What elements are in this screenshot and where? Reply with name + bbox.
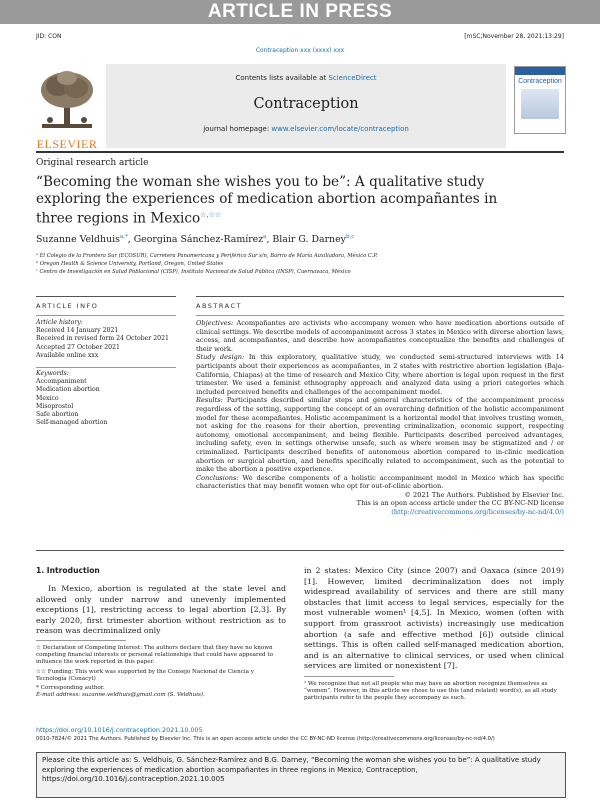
keyword: Mexico xyxy=(36,394,59,402)
author-1[interactable]: Suzanne Veldhuis xyxy=(36,234,120,246)
history-item: Accepted 27 October 2021 xyxy=(36,343,120,351)
publisher-name: ELSEVIER xyxy=(36,137,98,151)
article-in-press-banner: ARTICLE IN PRESS xyxy=(0,0,600,24)
license-line: This is an open access article under the CC BY-NC-ND license xyxy=(356,499,564,508)
history-label: Article history: xyxy=(36,319,83,326)
abstract-conclusions xyxy=(196,474,564,491)
results-text: Participants described similar steps and general characteristics of the accompaniment process regardless of the setting, supporting the concept of an overarching definition of the holistic accompaniment model for these acompañantes. Holistic accompaniment is a horizontal model that involves trusting women, not asking for the reasons for their abortion, preventing criminalization, economic support, respecting autonomy, emotional accompaniment, and being flexible. Participants described perceived advantages, including safety, even in settings otherwise unsafe, such as where women may be stigmatized and / or criminalized. Participants described benefits of autonomous abortion compared to in-clinic medication abortion or surgical abortion, and benefits specifically related to accompaniment, such as the potential to make the abortion a positive experience. xyxy=(196,396,564,474)
title-footnote-marks[interactable]: ☆,☆☆ xyxy=(200,211,222,219)
cover-title: Contraception xyxy=(518,78,562,85)
design-label: Study design: xyxy=(196,353,245,362)
footnote-right: ¹ We recognize that not all people who may have an abortion recognize themselves as “women”. However, in this article we chose to use this (and related) word(s), as all study participants refer to the people they accompany as such. xyxy=(304,681,557,702)
keyword: Self-managed abortion xyxy=(36,419,108,427)
citation-line[interactable]: Contraception xxx (xxxx) xxx xyxy=(255,47,345,54)
doi-link[interactable]: https://doi.org/10.1016/j.contraception.2021.10.005 xyxy=(36,726,203,734)
abstract-results xyxy=(196,396,564,473)
footnote-rule-right xyxy=(304,676,394,677)
elsevier-logo xyxy=(36,68,98,151)
copyright-line: © 2021 The Authors. Published by Elsevier Inc. xyxy=(404,490,564,499)
license-link[interactable]: (http://creativecommons.org/licenses/by-nc-nd/4.0/) xyxy=(391,508,564,517)
footnote-funding: ☆☆ Funding: This work was supported by the Consejo Nacional de Ciencia y Tecnología (Conacyt) xyxy=(36,668,254,682)
objectives-text: Acompañantes are activists who accompany women who have medication abortions outside of clinical settings. We describe models of accompaniment across 3 states in Mexico with diverse abortion laws, access, and acompañantes, and describe how acompañantes conceptualize the benefits and challenges of their work. xyxy=(196,319,564,353)
author-3[interactable]: Blair G. Darney xyxy=(272,234,346,246)
abstract-design xyxy=(196,353,564,396)
issn-license-line: 0010-7824/© 2021 The Authors. Published by Elsevier Inc. This is an open access article under the CC BY-NC-ND license (http://creativecommons.org/licenses/by-nc-nd/4.0/) xyxy=(36,736,495,742)
affiliation-b: ᵇ Oregon Health & Science University, Portland, Oregon, United States xyxy=(36,261,224,267)
keywords-rule xyxy=(36,367,176,368)
conclusions-text: We describe components of a holistic accompaniment model in Mexico which has specific characteristics that may benefit women who opt for out-of-clinic abortion. xyxy=(196,473,564,491)
masthead xyxy=(36,64,564,150)
abstract-objectives xyxy=(196,319,564,353)
sciencedirect-link[interactable]: ScienceDirect xyxy=(328,74,377,82)
author-2[interactable]: Georgina Sánchez-Ramírez xyxy=(133,234,264,246)
footnote-email[interactable]: E-mail address: suzanne.veldhuis@gmail.com (S. Veldhuis). xyxy=(36,692,205,699)
history-item: Available online xxx xyxy=(36,351,99,359)
contents-prefix: Contents lists available at xyxy=(235,74,329,82)
homepage-link[interactable]: www.elsevier.com/locate/contraception xyxy=(271,125,409,133)
abstract-bottom-rule xyxy=(36,550,564,551)
affiliation-a: ᵃ El Colegio de la Frontera Sur (ECOSUR), Carretera Panamericana y Periférico Sur s/n, Barrio de María Auxiliadora, México C.P. xyxy=(36,253,378,259)
affiliation-c: ᶜ Centro de Investigación en Salud Poblacional (CISP), Instituto Nacional de Salud Pública (INSP), Cuernavaca, México xyxy=(36,269,351,275)
journal-cover xyxy=(514,66,566,134)
results-label: Results: xyxy=(196,396,223,405)
abstract-heading: ABSTRACT xyxy=(196,302,242,310)
masthead-rule xyxy=(36,151,564,153)
author-1-sup[interactable]: a,* xyxy=(119,234,128,240)
design-text: In this exploratory, qualitative study, we conducted semi-structured interviews with 14 participants about their experiences as acompañantes, in 2 states with restrictive abortion legislation (Baja-California, Chiapas) at the time of research and Mexico City, where abortion is legal upon request in the first trimester. We used a feminist ethnography approach and analyzed data using a priori categories which included perceived benefits and challenges of the accompaniment model. xyxy=(196,353,564,396)
article-title xyxy=(36,174,506,227)
cite-as-box: Please cite this article as: S. Veldhuis, G. Sánchez-Ramírez and B.G. Darney, “Becoming the woman she wishes you to be”: A qualitative study exploring the experiences of medication abortion acompañantes in three regions in Mexico, Contraception, https://doi.org/10.1016/j.contraception.2021.10.005 xyxy=(36,752,566,798)
objectives-label: Objectives: xyxy=(196,319,234,327)
article-info-heading: ARTICLE INFO xyxy=(36,302,99,310)
intro-left-paragraph: In Mexico, abortion is regulated at the state level and allowed only under narrow and unevenly implemented exceptions [1], restricting access to legal abortion [2,3]. By early 2020, first trimester abortion without restriction as to reason was decriminalized only xyxy=(36,584,286,636)
intro-heading: 1. Introduction xyxy=(36,566,100,575)
cover-art xyxy=(521,89,559,119)
title-text: “Becoming the woman she wishes you to be”: A qualitative study exploring the experiences of medication abortion acompañantes in three regions in Mexico xyxy=(36,174,498,227)
author-list xyxy=(36,234,354,245)
elsevier-tree-icon xyxy=(36,68,98,132)
keyword: Accompaniment xyxy=(36,378,87,386)
abstract-body xyxy=(196,319,564,517)
homepage-line xyxy=(106,125,506,133)
keywords-label: Keywords: xyxy=(36,370,69,377)
abstract-top-rule xyxy=(196,296,564,297)
journal-id: JID: CON xyxy=(36,33,62,40)
author-3-sup[interactable]: b,c xyxy=(345,234,355,240)
version-stamp: [mSC;November 28, 2021;13:29] xyxy=(464,33,564,40)
footnote-competing-interest: ☆ Declaration of Competing Interest: The authors declare that they have no known competing financial interests or personal relationships that could have appeared to influence the work reported in this paper. xyxy=(36,645,273,666)
footnote-rule-left xyxy=(36,640,126,641)
author-sep: , xyxy=(266,234,273,246)
footnote-corresponding: * Corresponding author. xyxy=(36,685,105,692)
keywords xyxy=(36,370,186,427)
keyword: Safe abortion xyxy=(36,411,79,419)
cover-top-bar xyxy=(515,67,565,75)
info-top-rule xyxy=(36,296,176,297)
affiliations xyxy=(36,252,564,276)
article-type: Original research article xyxy=(36,158,149,168)
article-history xyxy=(36,319,186,360)
homepage-prefix: journal homepage: xyxy=(203,125,272,133)
keyword: Misoprostol xyxy=(36,402,74,410)
author-sep: , xyxy=(127,234,134,246)
intro-right-paragraph: in 2 states: Mexico City (since 2007) and Oaxaca (since 2019) [1]. However, limited decriminalization does not imply widespread availability of services and there are still many obstacles that limit access to legal services, especially for the most vulnerable women¹ [4,5]. In Mexico, women (often with support from grassroot activists) increasingly use medication abortion (a safe and effective method [6]) outside clinical settings. This is often called self-managed medication abortion, and is an alternative to clinical services, or used when clinical services are limited or nonexistent [7]. xyxy=(304,566,564,671)
abstract-sub-rule xyxy=(196,315,564,316)
author-2-sup[interactable]: a xyxy=(263,234,267,240)
history-item: Received 14 January 2021 xyxy=(36,327,119,335)
footnotes-left xyxy=(36,645,286,699)
keyword: Medication abortion xyxy=(36,386,100,394)
masthead-center xyxy=(106,64,506,148)
journal-name: Contraception xyxy=(253,96,359,112)
contents-line xyxy=(106,74,506,82)
history-item: Received in revised form 24 October 2021 xyxy=(36,335,169,343)
info-sub-rule xyxy=(36,315,176,316)
conclusions-label: Conclusions: xyxy=(196,473,239,482)
